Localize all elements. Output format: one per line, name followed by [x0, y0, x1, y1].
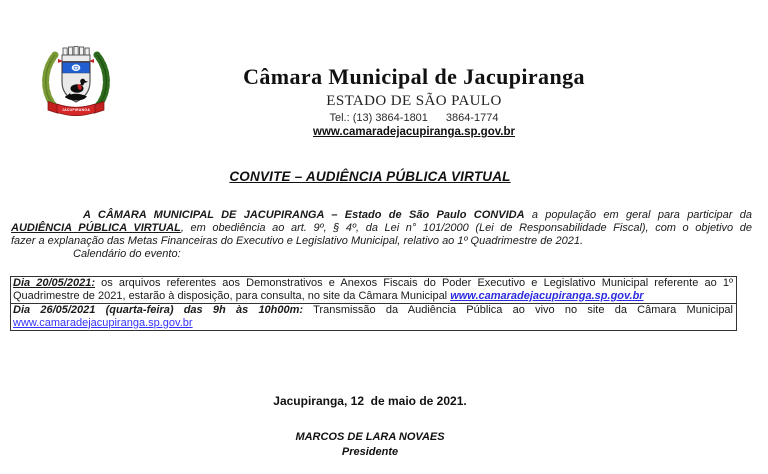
- mural-crown-icon: [58, 47, 94, 64]
- paragraph-line-2: [11, 222, 752, 235]
- schedule-row-2-line-1: [13, 304, 733, 317]
- schedule-row-2: [11, 303, 736, 330]
- schedule-row-1-line-2: [13, 290, 733, 303]
- logo-ribbon-text: JACUPIRANGA: [61, 108, 91, 113]
- state-line: ESTADO DE SÃO PAULO: [326, 93, 502, 109]
- website-link-plain[interactable]: www.camaradejacupiranga.sp.gov.br: [13, 316, 193, 329]
- body-paragraph: [11, 209, 752, 261]
- intro-rest: a população em geral para participar da: [524, 209, 753, 221]
- paragraph-line-3: fazer a explanação das Metas Financeiras do Executivo e Legislativo Municipal, relativo ao 1º Quadrimestre de 2021.: [11, 235, 584, 247]
- highlight-virtual-hearing: AUDIÊNCIA PÚBLICA VIRTUAL: [11, 222, 181, 234]
- schedule-row-2-text: Transmissão da Audiência Pública ao vivo no site da Câmara Municipal: [303, 304, 733, 317]
- signer-name: MARCOS DE LARA NOVAES: [295, 431, 445, 443]
- date-label-26-05: Dia 26/05/2021 (quarta-feira) das 9h às 10h00m:: [13, 304, 304, 317]
- calendar-label: Calendário do evento:: [73, 248, 181, 260]
- website-header: www.camaradejacupiranga.sp.gov.br: [313, 126, 515, 138]
- date-label-20-05: Dia 20/05/2021:: [13, 277, 95, 289]
- letterhead: [60, 65, 768, 139]
- date-line: Jacupiranga, 12 de maio de 2021.: [273, 394, 467, 408]
- phone-line: [60, 112, 768, 125]
- signature-block: [0, 431, 740, 459]
- schedule-box: [10, 276, 737, 331]
- schedule-row-1-text-cont: Quadrimestre de 2021, estarão à disposição, para consulta, no site da Câmara Municipal: [13, 289, 451, 302]
- phone-number-2: 3864-1774: [445, 112, 499, 124]
- phone-number-1: Tel.: (13) 3864-1801: [329, 112, 428, 124]
- schedule-row-1: [11, 277, 736, 303]
- paragraph-line-1: [11, 209, 752, 222]
- laurel-branch-left-icon: [46, 55, 55, 107]
- intro-bold: A CÂMARA MUNICIPAL DE JACUPIRANGA – Estado de São Paulo CONVIDA: [83, 209, 525, 221]
- org-name: Câmara Municipal de Jacupiranga: [243, 64, 585, 89]
- schedule-row-1-text: os arquivos referentes aos Demonstrativos e Anexos Fiscais do Poder Executivo e Legislativo Municipal referente ao 1º: [94, 277, 733, 289]
- signer-title: Presidente: [341, 446, 399, 458]
- schedule-row-2-line-2: [13, 317, 733, 330]
- schedule-row-1-line-1: [13, 277, 733, 290]
- document-title: CONVITE – AUDIÊNCIA PÚBLICA VIRTUAL: [229, 169, 511, 184]
- website-link-bold[interactable]: www.camaradejacupiranga.sp.gov.br: [450, 289, 644, 302]
- legal-reference: , em obediência ao art. 9º, § 4º, da Lei n° 101/2000 (Lei de Responsabilidade Fiscal), com o objetivo de: [180, 222, 752, 234]
